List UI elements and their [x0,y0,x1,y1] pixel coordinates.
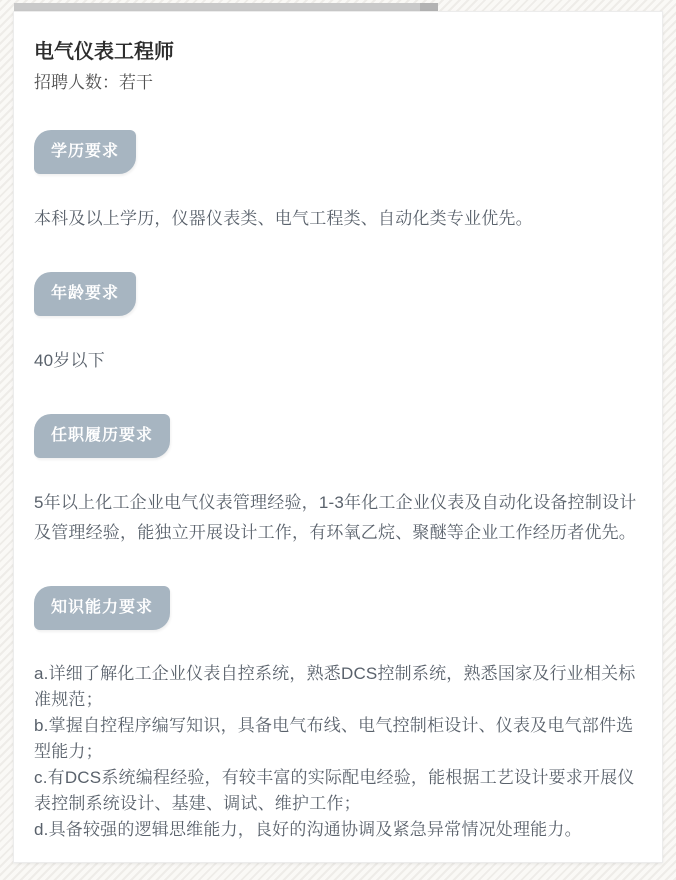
ability-requirement-badge: 知识能力要求 [34,586,170,630]
job-title: 电气仪表工程师 [34,41,174,63]
top-divider-bar [14,3,438,11]
age-requirement-text: 40岁以下 [34,351,105,370]
section-education [34,130,642,174]
education-requirement-text: 本科及以上学历，仪器仪表类、电气工程类、自动化类专业优先。 [34,209,533,228]
experience-requirement-text: 5年以上化工企业电气仪表管理经验，1-3年化工企业仪表及自动化设备控制设计及管理经验，能独立开展设计工作，有环氧乙烷、聚醚等企业工作经历者优先。 [34,493,637,542]
ability-item-b: b.掌握自控程序编写知识，具备电气布线、电气控制柜设计、仪表及电气部件选型能力； [34,716,634,761]
section-age [34,272,642,316]
section-experience [34,414,642,458]
section-ability [34,586,642,630]
experience-requirement-badge: 任职履历要求 [34,414,170,458]
ability-item-a: a.详细了解化工企业仪表自控系统，熟悉DCS控制系统，熟悉国家及行业相关标准规范； [34,664,636,709]
age-requirement-badge: 年龄要求 [34,272,136,316]
job-headcount: 招聘人数：若干 [34,73,153,92]
ability-item-c: c.有DCS系统编程经验，有较丰富的实际配电经验，能根据工艺设计要求开展仪表控制系统设计、基建、调试、维护工作； [34,768,635,813]
education-requirement-badge: 学历要求 [34,130,136,174]
ability-requirement-list [34,661,642,843]
top-divider-bar-tip [420,3,438,11]
job-posting-card [13,11,663,863]
ability-item-d: d.具备较强的逻辑思维能力，良好的沟通协调及紧急异常情况处理能力。 [34,820,582,839]
